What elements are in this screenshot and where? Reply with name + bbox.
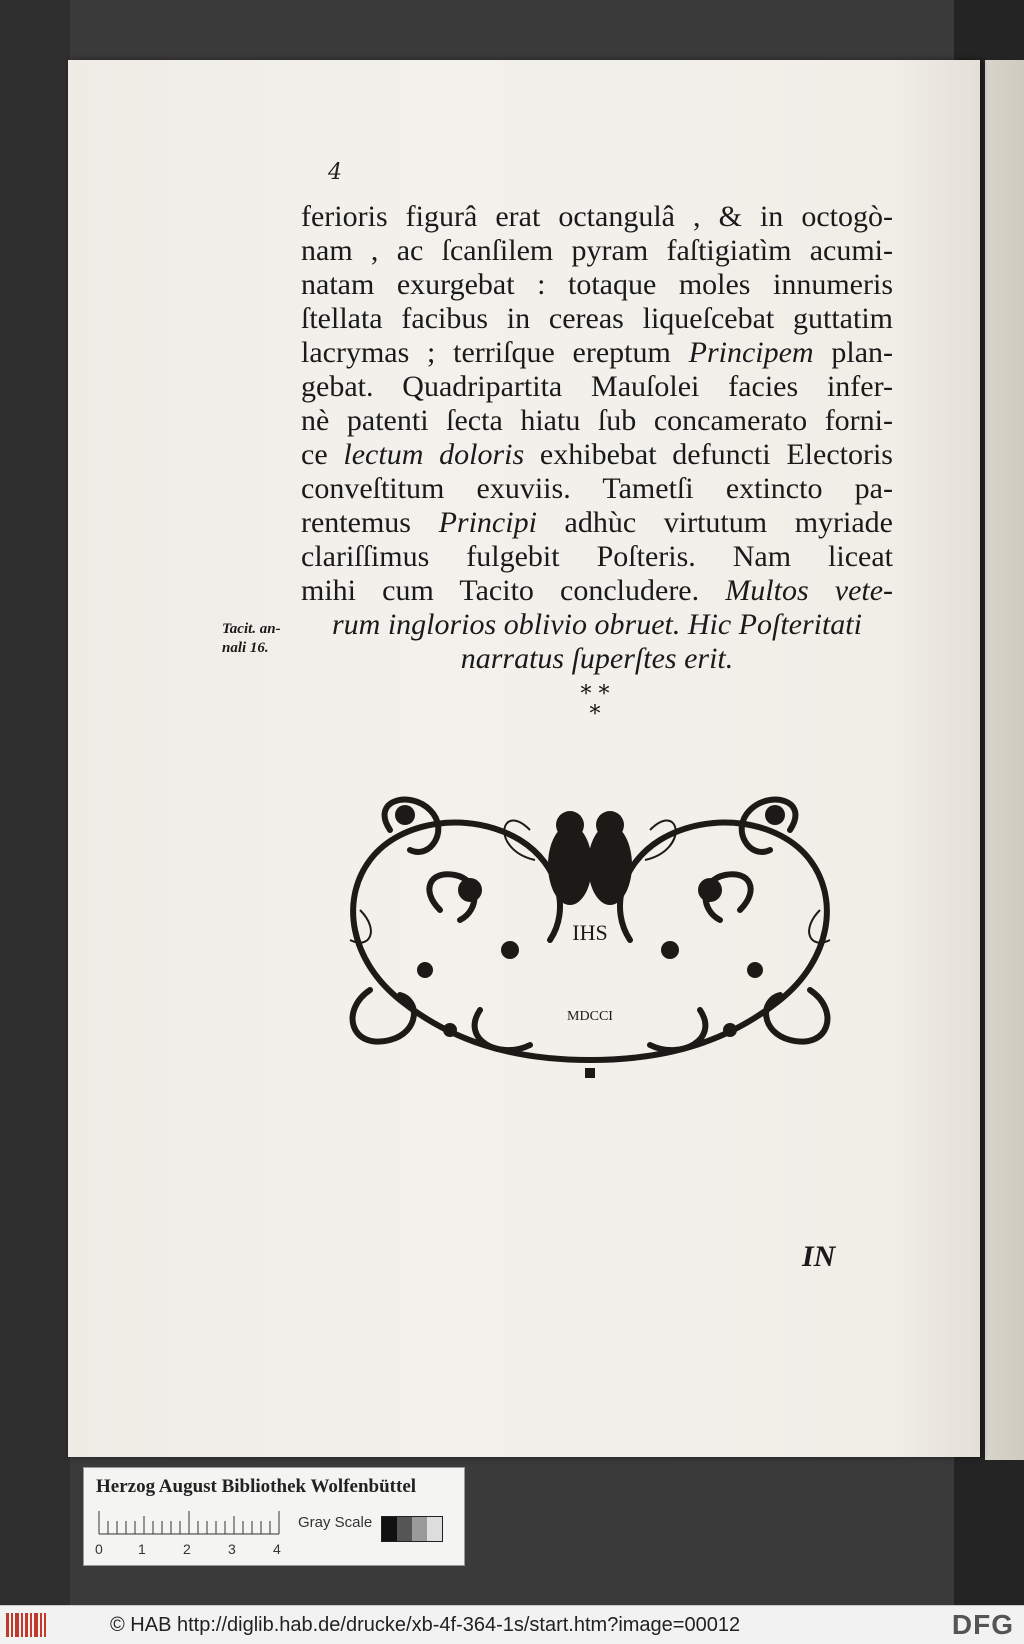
- text-line: rentemus Principi adhùc virtutum myriade: [301, 506, 893, 539]
- gray-scale-label: Gray Scale: [298, 1514, 373, 1531]
- adjacent-page-edge: [985, 60, 1024, 1460]
- copyright-link[interactable]: © HAB http://diglib.hab.de/drucke/xb-4f-364-1s/start.htm?image=00012: [110, 1614, 741, 1636]
- library-name: Herzog August Bibliothek Wolfenbüttel: [96, 1476, 417, 1497]
- gray-swatch: [427, 1517, 442, 1541]
- barcode-icon: [6, 1613, 46, 1637]
- asterisms: * * *: [580, 682, 610, 727]
- background-left: [0, 0, 70, 1605]
- catchword: IN: [802, 1240, 836, 1273]
- italic-phrase: lectum doloris: [343, 438, 525, 471]
- gray-swatch: [382, 1517, 397, 1541]
- ruler: [94, 1506, 294, 1561]
- dfg-logo: DFG: [951, 1609, 1014, 1640]
- quote-line: rum inglorios oblivio obruet. Hic Poſteritati: [332, 608, 862, 641]
- text-line: gebat. Quadripartita Mauſolei facies infer-: [301, 370, 893, 403]
- ruler-number: 1: [138, 1541, 146, 1557]
- ornament-monogram: IHS: [572, 920, 608, 945]
- text-line: nè patenti ſecta hiatu ſub concamerato forni-: [301, 404, 893, 437]
- text-line: ſtellata facibus in cereas liqueſcebat guttatim: [301, 302, 893, 335]
- marginal-note: Tacit. an- nali 16.: [222, 621, 281, 656]
- ruler-number: 4: [273, 1541, 281, 1557]
- text-line: nam , ac ſcanſilem pyram faſtigiatìm acumi-: [301, 234, 893, 267]
- ornament-date: MDCCI: [567, 1009, 613, 1024]
- italic-word: Principem: [688, 336, 814, 369]
- text-line: mihi cum Tacito concludere. Multos vete-: [301, 574, 894, 607]
- main-text: [301, 200, 893, 676]
- ruler-number: 0: [95, 1541, 103, 1557]
- ruler-number: 3: [228, 1541, 236, 1557]
- italic-word: Principi: [438, 506, 537, 539]
- footer-bar: [0, 1605, 1024, 1644]
- text-line: lacrymas ; terriſque ereptum Principem plan-: [301, 336, 894, 369]
- text-line: clariſſimus fulgebit Poſteris. Nam liceat: [301, 540, 893, 573]
- quote-line: narratus ſuperſtes erit.: [460, 642, 734, 675]
- ruler-number: 2: [183, 1541, 191, 1557]
- text-line: natam exurgebat : totaque moles innumeris: [301, 268, 893, 301]
- text-line: ferioris figurâ erat octangulâ , & in octogò-: [301, 200, 893, 233]
- text-line: ce lectum doloris exhibebat defuncti Electoris: [301, 438, 893, 471]
- page-number: 4: [328, 160, 342, 185]
- text-line: conveſtitum exuviis. Tametſi extincto pa-: [301, 472, 893, 505]
- gray-swatches: [381, 1516, 443, 1542]
- gray-swatch: [412, 1517, 427, 1541]
- italic-phrase: Multos vete-: [725, 574, 894, 607]
- hab-color-label: [83, 1467, 465, 1566]
- gray-swatch: [397, 1517, 412, 1541]
- woodcut-ornament: [330, 790, 850, 1080]
